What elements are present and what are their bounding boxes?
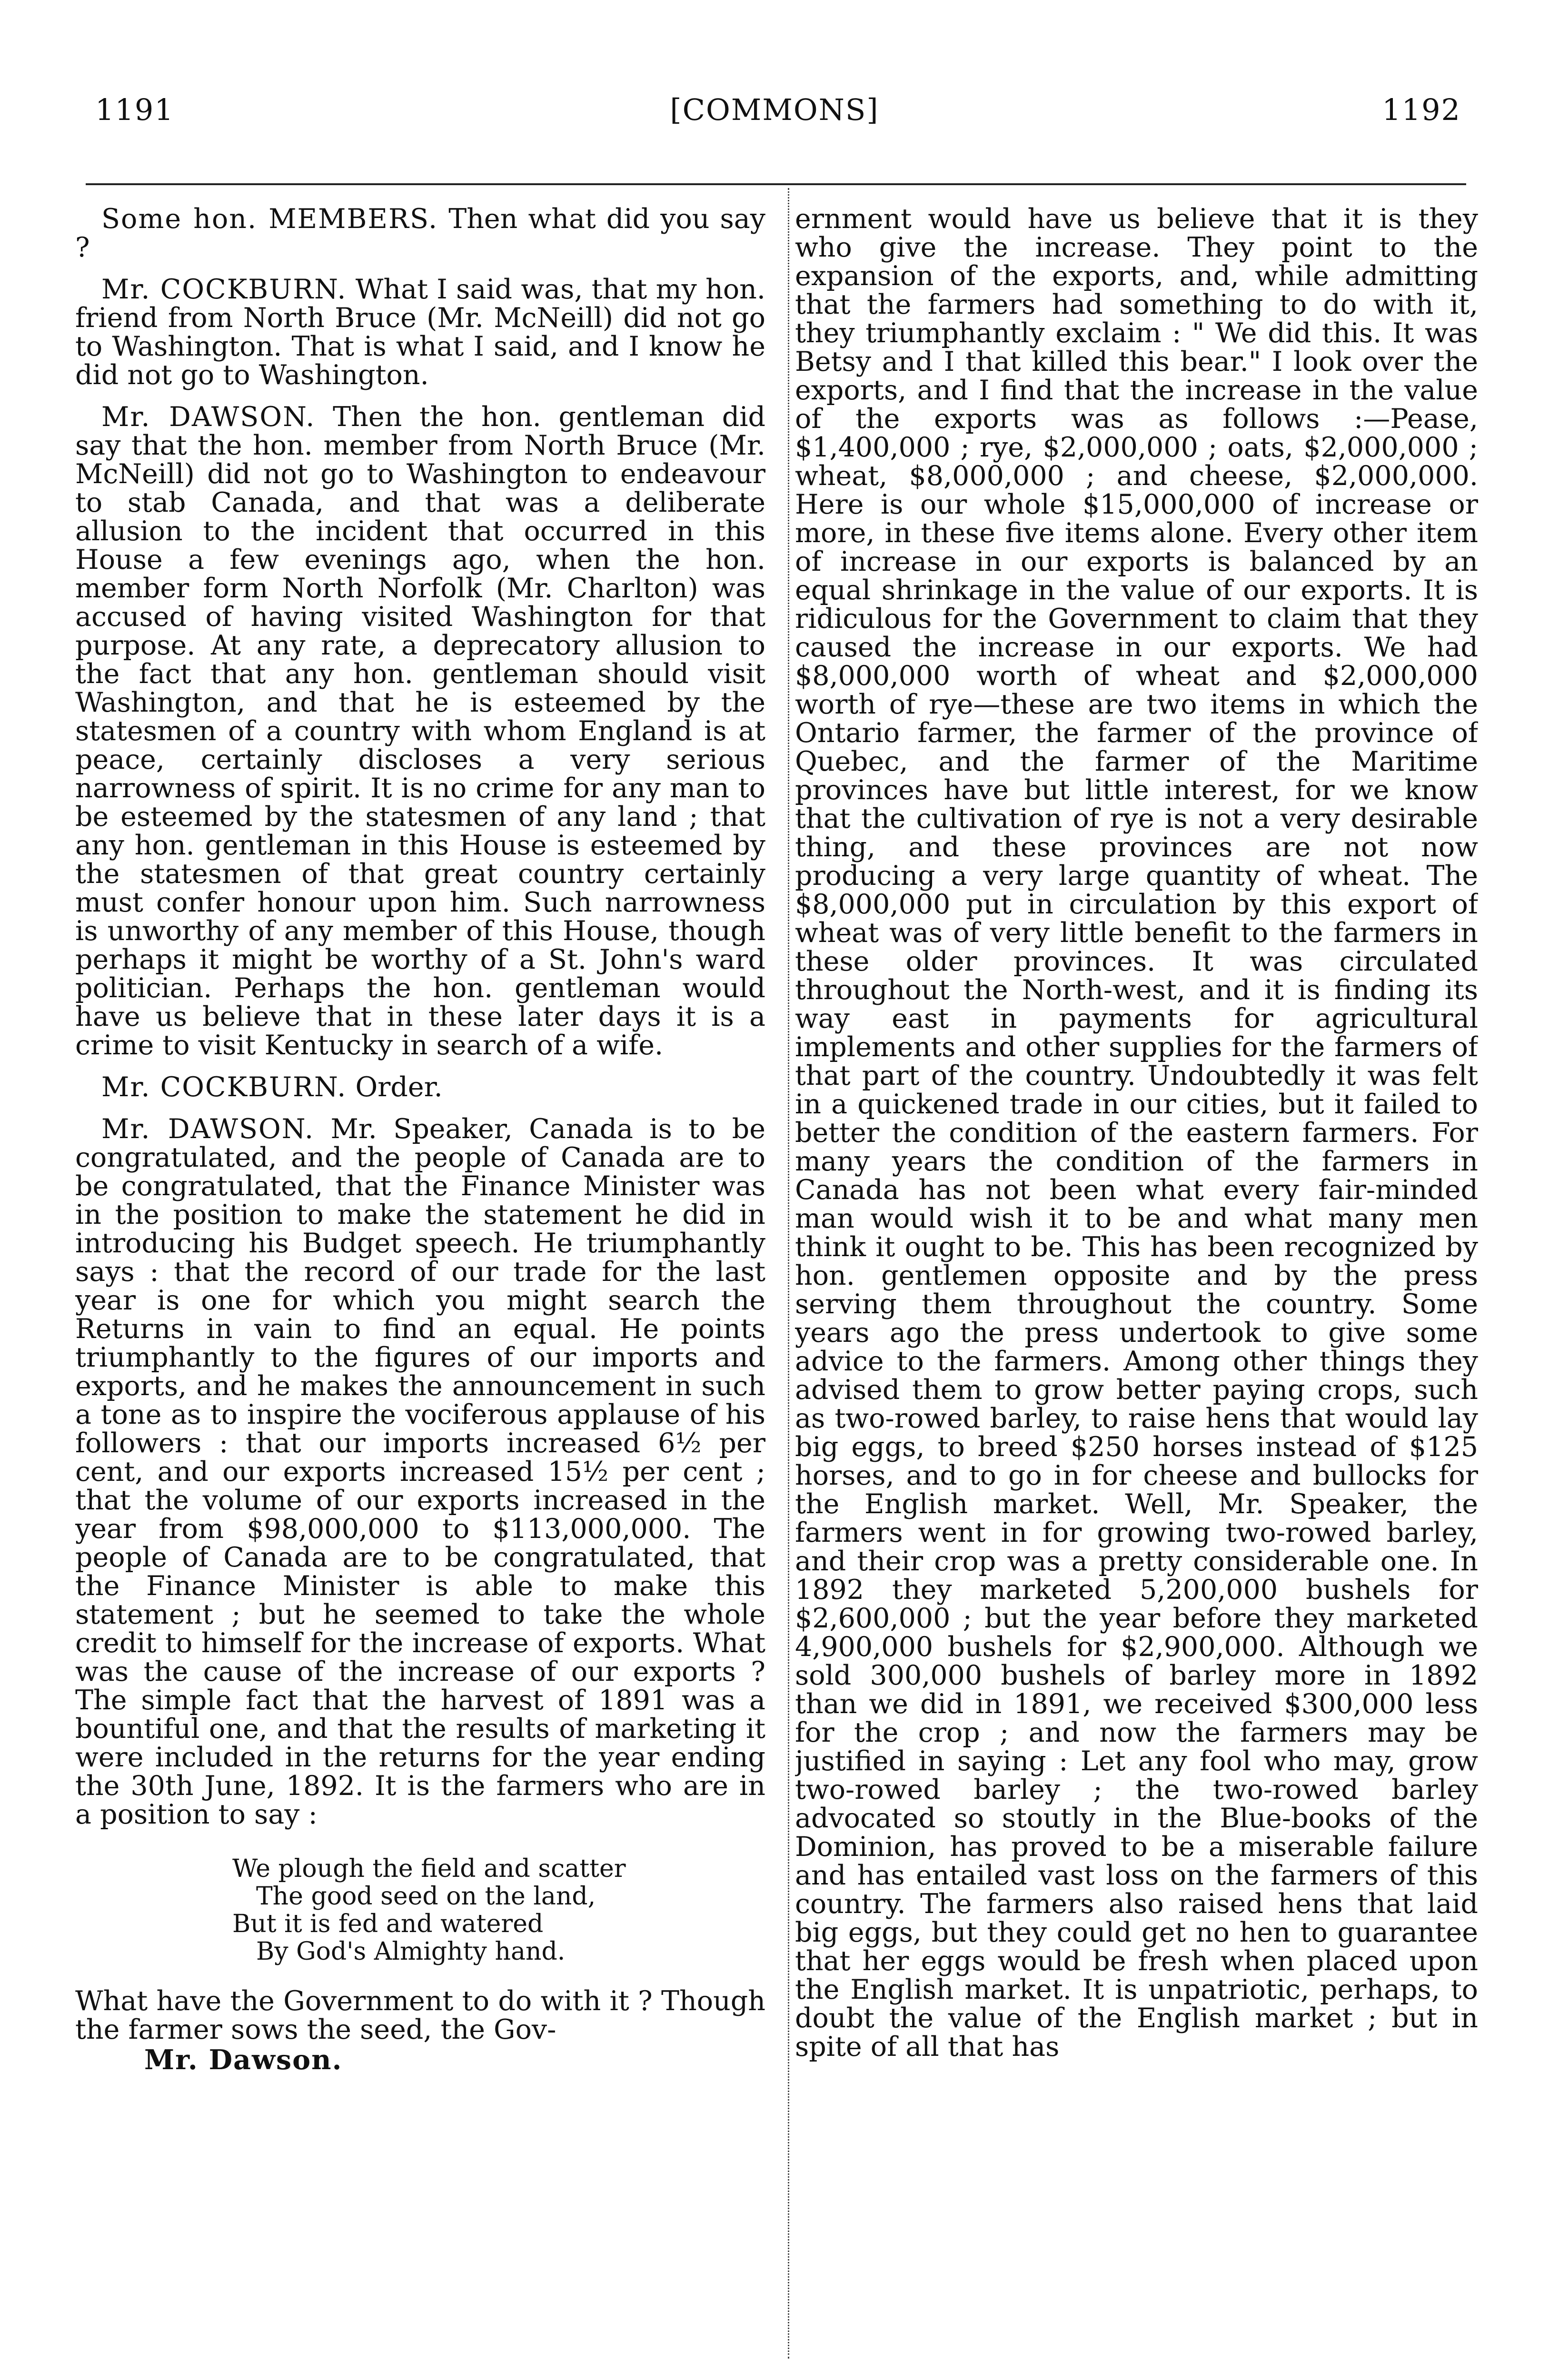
paragraph-dawson-2 (75, 1115, 765, 1829)
page-number-right: 1192 (1382, 92, 1461, 127)
left-column (75, 205, 765, 2375)
paragraph-dawson-3: What have the Government to do with it ? Though the farmer sows the seed, the Gov- (75, 1985, 765, 2045)
paragraph-cockburn-2 (75, 1073, 765, 1101)
speech-text: Then what did you say ? (75, 205, 765, 263)
header-rule (86, 183, 1466, 185)
paragraph-cockburn-1 (75, 275, 765, 389)
catchword: Mr. Dawson. (144, 2044, 343, 2076)
page-number-left: 1191 (95, 92, 174, 127)
paragraph-continuation: ernment would have us believe that it is they who give the increase. They point to the expansion of the exports, and, while admitting that the farmers had something to do with it, they triumphantly exclaim : " We did this. It was Betsy and I that killed this bear." I look over the exports, and I find that the increase in the value of the exports was as follows :—Pease, $1,400,000 ; rye, $2,000,000 ; oats, $2,000,000 ; wheat, $8,000,000 ; and cheese, $2,000,000. Here is our whole $15,000,000 of increase or more, in these five items alone. Every other item of increase in our exports is balanced by an equal shrinkage in the value of our exports. It is ridiculous for the Government to claim that they caused the increase in our exports. We had $8,000,000 worth of wheat and $2,000,000 worth of rye—these are two items in which the Ontario farmer, the farmer of the province of Quebec, and the farmer of the Maritime provinces have but little interest, for we know that the cultivation of rye is not a very desirable thing, and these provinces are not now producing a very large quantity of wheat. The $8,000,000 put in circulation by this export of wheat was of very little benefit to the farmers in these older provinces. It was circulated throughout the North-west, and it is finding its way east in payments for agricultural implements and other supplies for the farmers of that part of the country. Undoubtedly it was felt in a quickened trade in our cities, but it failed to better the condition of the eastern farmers. For many years the condition of the farmers in Canada has not been what every fair-minded man would wish it to be and what many men think it ought to be. This has been recognized by hon. gentlemen opposite and by the press serving them throughout the country. Some years ago the press undertook to give some advice to the farmers. Among other things they advised them to grow better paying crops, such as two-rowed barley, to raise hens that would lay big eggs, to breed $250 horses instead of $125 horses, and to go in for cheese and bullocks for the English market. Well, Mr. Speaker, the farmers went in for growing two-rowed barley, and their crop was a pretty considerable one. In 1892 they marketed 5,200,000 bushels for $2,600,000 ; but the year before they marketed 4,900,000 bushels for $2,900,000. Although we sold 300,000 bushels of barley more in 1892 than we did in 1891, we received $300,000 less for the crop ; and now the farmers may be justified in saying : Let any fool who may, grow two-rowed barley ; the two-rowed barley advocated so stoutly in the Blue-books of the Dominion, has proved to be a miserable failure and has entailed vast loss on the farmers of this country. The farmers also raised hens that laid big eggs, but they could get no hen to guarantee that her eggs would be fresh when placed upon the English market. It is unpatriotic, perhaps, to doubt the value of the English market ; but in spite of all that has (795, 205, 1478, 2063)
speaker-name: Mr. COCKBURN. (101, 1071, 347, 1103)
verse-line: The good seed on the land, (256, 1882, 596, 1911)
column-divider (788, 188, 789, 2359)
running-header-title: [COMMONS] (670, 92, 879, 127)
verse-line: We plough the field and scatter (232, 1854, 626, 1883)
speaker-name: Mr. COCKBURN. (101, 274, 347, 305)
verse-line: By God's Almighty hand. (256, 1937, 566, 1966)
speech-text: Then the hon. gentleman did say that the hon. member from North Bruce (Mr. McNeill) did not go to Washington to endeavour to stab Canada, and that was a deliberate allusion to the incident that occurred in this House a few evenings ago, when the hon. member form North Norfolk (Mr. Charlton) was accused of having visited Washington for that purpose. At any rate, a deprecatory allusion to the fact that any hon. gentleman should visit Washington, and that he is esteemed by the statesmen of a country with whom England is at peace, certainly discloses a very serious narrowness of spirit. It is no crime for any man to be esteemed by the statesmen of any land ; that any hon. gentleman in this House is esteemed by the statesmen of that great country certainly must confer honour upon him. Such narrowness is unworthy of any member of this House, though perhaps it might be worthy of a St. John's ward politician. Perhaps the hon. gentleman would have us believe that in these later days it is a crime to visit Kentucky in search of a wife. (75, 401, 765, 1061)
paragraph-dawson-1 (75, 403, 765, 1060)
speaker-name: Some hon. MEMBERS. (101, 205, 438, 235)
verse-line: But it is fed and watered (232, 1910, 544, 1938)
speech-text: Mr. Speaker, Canada is to be congratulated, and the people of Canada are to be congratulated, that the Finance Minister was in the position to make the statement he did in introducing his Budget speech. He triumphantly says : that the record of our trade for the last year is one for which you might search the Returns in vain to find an equal. He points triumphantly to the figures of our imports and exports, and he makes the announcement in such a tone as to inspire the vociferous applause of his followers : that our imports increased 6½ per cent, and our exports increased 15½ per cent ; that the volume of our exports increased in the year from $98,000,000 to $113,000,000. The people of Canada are to be congratulated, that the Finance Minister is able to make this statement ; but he seemed to take the whole credit to himself for the increase of exports. What was the cause of the increase of our exports ? The simple fact that the harvest of 1891 was a bountiful one, and that the results of marketing it were included in the returns for the year ending the 30th June, 1892. It is the farmers who are in a position to say : (75, 1113, 765, 1830)
speaker-name: Mr. DAWSON. (101, 401, 316, 433)
right-column (795, 205, 1478, 2375)
paragraph-members (75, 205, 765, 262)
speech-text: Order. (355, 1071, 443, 1103)
speaker-name: Mr. DAWSON. (101, 1113, 315, 1145)
speech-text: What I said was, that my hon. friend from North Bruce (Mr. McNeill) did not go to Washington. That is what I said, and I know he did not go to Washington. (75, 274, 765, 391)
quoted-verse (75, 1855, 765, 1965)
